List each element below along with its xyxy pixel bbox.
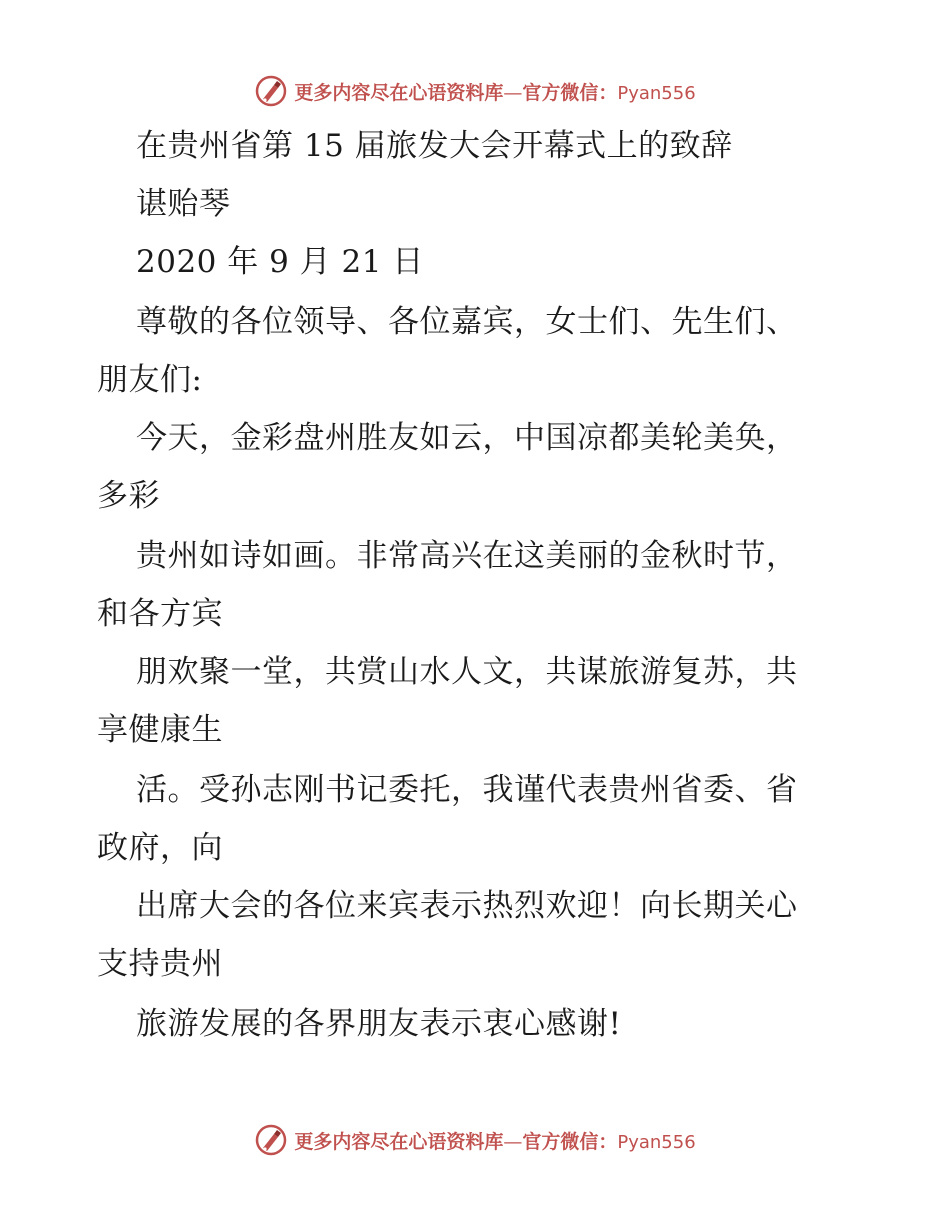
document-author: 谌贻琴 [136, 186, 231, 222]
paragraph-line: 出席大会的各位来宾表示热烈欢迎！向长期关心 [136, 888, 798, 924]
footer-watermark [0, 1120, 950, 1160]
document-title: 在贵州省第 15 届旅发大会开幕式上的致辞 [136, 128, 733, 164]
header-watermark [0, 71, 950, 111]
watermark-text: 更多内容尽在心语资料库—官方微信：Pyan556 [294, 81, 696, 104]
paragraph-line: 多彩 [97, 478, 160, 514]
paragraph-line: 尊敬的各位领导、各位嘉宾，女士们、先生们、 [136, 304, 798, 340]
fountain-pen-logo-icon [254, 1123, 288, 1157]
watermark-text: 更多内容尽在心语资料库—官方微信：Pyan556 [294, 1130, 696, 1153]
paragraph-line: 支持贵州 [97, 946, 223, 982]
paragraph-line: 今天，金彩盘州胜友如云，中国凉都美轮美奂， [136, 420, 798, 456]
paragraph-line: 朋欢聚一堂，共赏山水人文，共谋旅游复苏，共 [136, 654, 798, 690]
paragraph-line: 和各方宾 [97, 596, 223, 632]
paragraph-line: 活。受孙志刚书记委托，我谨代表贵州省委、省 [136, 772, 798, 808]
paragraph-line: 政府，向 [97, 830, 223, 866]
paragraph-line: 贵州如诗如画。非常高兴在这美丽的金秋时节， [136, 538, 798, 574]
paragraph-line: 旅游发展的各界朋友表示衷心感谢! [136, 1006, 622, 1042]
paragraph-line: 朋友们: [97, 362, 203, 398]
fountain-pen-logo-icon [254, 74, 288, 108]
paragraph-line: 享健康生 [97, 712, 223, 748]
document-date: 2020 年 9 月 21 日 [136, 244, 424, 280]
